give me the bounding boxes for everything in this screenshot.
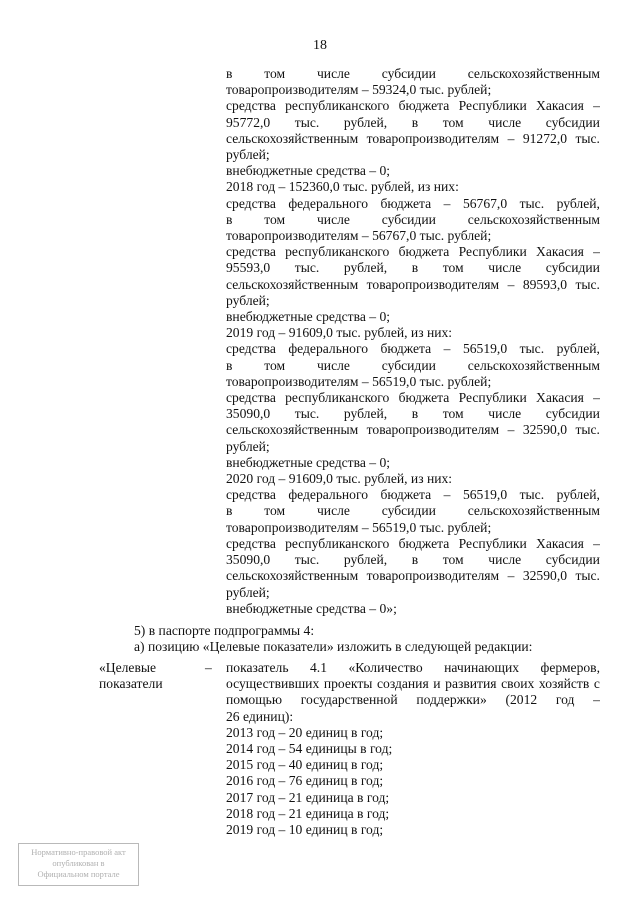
text-line: рублей; — [226, 147, 270, 163]
word: числе — [316, 357, 350, 373]
word: тыс. — [575, 130, 600, 146]
word: бюджета — [380, 487, 432, 503]
word: 95593,0 — [226, 260, 271, 276]
item-5a-text: а) позицию «Целевые показатели» изложить в следующей редакции: — [134, 639, 533, 654]
word: сельскохозяйственным — [226, 568, 359, 584]
text-line — [226, 692, 600, 708]
word: товаропроизводителям — [366, 568, 500, 584]
word: числе — [488, 552, 522, 568]
word: субсидии — [381, 66, 436, 81]
word: федерального — [288, 341, 368, 357]
word: тыс. — [294, 260, 320, 276]
text-line — [226, 341, 600, 357]
word: – — [507, 422, 515, 438]
word: тыс. — [575, 276, 600, 292]
word: республиканского — [285, 535, 390, 551]
word: в — [226, 211, 233, 227]
word: тыс. — [519, 195, 545, 211]
word: (2012 — [505, 692, 538, 708]
word: – — [507, 276, 515, 292]
word: 89593,0 — [522, 276, 568, 292]
word: показатель — [226, 660, 289, 675]
text-line: внебюджетные средства – 0»; — [226, 600, 397, 616]
word: поддержки» — [416, 692, 487, 708]
text-line — [226, 98, 600, 114]
word: бюджета — [380, 195, 432, 211]
year-line: 2014 год – 54 единицы в год; — [226, 741, 393, 757]
word: числе — [488, 260, 522, 276]
word: Республики — [458, 244, 527, 260]
word: Республики — [458, 535, 527, 551]
word: сельскохозяйственным — [226, 130, 359, 146]
word: фермеров, — [540, 660, 600, 675]
word: том — [264, 211, 286, 227]
word: средства — [226, 98, 276, 114]
stamp-line: Официальном портале — [37, 869, 120, 879]
word: рублей, — [343, 114, 388, 130]
word: средства — [226, 487, 276, 503]
word: рублей, — [343, 260, 388, 276]
year-line: 2018 год – 21 единица в год; — [226, 805, 390, 821]
word: том — [264, 503, 286, 519]
year-line: 2019 год – 10 единиц в год; — [226, 822, 384, 838]
word: том — [442, 406, 464, 422]
word: средства — [226, 195, 276, 211]
word: субсидии — [545, 114, 600, 130]
word: том — [442, 114, 464, 130]
word: товаропроизводителям — [366, 130, 500, 146]
text-line: рублей; — [226, 584, 270, 600]
word: – — [507, 568, 515, 584]
word: 4.1 — [310, 660, 327, 675]
word: федерального — [288, 487, 368, 503]
label-line: показатели — [99, 676, 163, 692]
text-line — [226, 536, 600, 552]
word: 56767,0 — [462, 195, 508, 211]
word: средства — [226, 341, 276, 357]
word: помощью — [226, 692, 283, 708]
word: том — [264, 357, 286, 373]
word: 91272,0 — [522, 130, 568, 146]
text-line — [226, 196, 600, 212]
word: бюджета — [398, 244, 450, 260]
word: тыс. — [294, 114, 320, 130]
word: рублей, — [343, 552, 388, 568]
word: сельскохозяйственным — [226, 276, 359, 292]
label-line: «Целевые — [99, 660, 157, 675]
word: сельскохозяйственным — [467, 211, 600, 227]
word: числе — [488, 406, 522, 422]
word: и — [433, 676, 441, 692]
word: том — [264, 66, 286, 81]
year-heading: 2019 год – 91609,0 тыс. рублей, из них: — [226, 325, 453, 341]
text-line — [226, 503, 600, 519]
word: том — [442, 260, 464, 276]
word: 95772,0 — [226, 114, 271, 130]
word: сельскохозяйственным — [467, 357, 600, 373]
word: средства — [226, 244, 276, 260]
word: рублей, — [556, 487, 600, 503]
word: рублей, — [343, 406, 388, 422]
word: развития — [445, 676, 497, 692]
word: в — [411, 552, 419, 568]
word: – — [443, 487, 451, 503]
text-line — [226, 406, 600, 422]
word: – — [593, 390, 600, 406]
text-line — [226, 676, 600, 692]
text-line — [226, 390, 600, 406]
word: федерального — [288, 195, 368, 211]
word: Хакасия — [536, 390, 584, 406]
word: – — [443, 195, 451, 211]
word: субсидии — [545, 260, 600, 276]
word: в — [226, 357, 233, 373]
text-line — [226, 552, 600, 568]
word: тыс. — [519, 487, 545, 503]
word: – — [443, 341, 451, 357]
text-line — [226, 212, 600, 228]
text-line — [226, 115, 600, 131]
word: том — [442, 552, 464, 568]
word: тыс. — [294, 552, 320, 568]
word: средства — [226, 535, 276, 551]
word: 32590,0 — [522, 422, 568, 438]
word: рублей, — [556, 341, 600, 357]
text-line: 26 единиц): — [226, 708, 294, 724]
publication-stamp — [18, 843, 139, 886]
word: республиканского — [285, 244, 390, 260]
word: государственной — [300, 692, 398, 708]
word: бюджета — [398, 98, 450, 114]
word: проекты — [323, 676, 373, 692]
text-line: товаропроизводителям – 56519,0 тыс. рублей; — [226, 519, 492, 535]
word: числе — [488, 114, 522, 130]
text-line — [226, 244, 600, 260]
word: товаропроизводителям — [366, 422, 500, 438]
text-line — [226, 66, 600, 82]
text-line: внебюджетные средства – 0; — [226, 309, 391, 325]
word: 32590,0 — [522, 568, 568, 584]
word: с — [593, 676, 600, 692]
word: – — [593, 692, 600, 708]
year-line: 2016 год – 76 единиц в год; — [226, 773, 384, 789]
word: осуществивших — [226, 676, 320, 692]
word: создания — [377, 676, 429, 692]
word: сельскохозяйственным — [467, 503, 600, 519]
word: Хакасия — [536, 98, 584, 114]
word: – — [593, 535, 600, 551]
word: Хакасия — [536, 244, 584, 260]
word: в — [226, 503, 233, 519]
word: субсидии — [545, 406, 600, 422]
word: рублей, — [556, 195, 600, 211]
text-line — [226, 277, 600, 293]
text-line — [226, 131, 600, 147]
word: в — [411, 406, 419, 422]
year-line: 2017 год – 21 единица в год; — [226, 789, 390, 805]
word: бюджета — [398, 390, 450, 406]
word: сельскохозяйственным — [467, 66, 600, 81]
word: бюджета — [398, 535, 450, 551]
word: тыс. — [519, 341, 545, 357]
year-line: 2013 год – 20 единиц в год; — [226, 724, 384, 740]
word: сельскохозяйственным — [226, 422, 359, 438]
word: в — [411, 260, 419, 276]
word: числе — [316, 66, 350, 81]
year-heading: 2020 год – 91609,0 тыс. рублей, из них: — [226, 471, 453, 487]
word: – — [507, 130, 515, 146]
stamp-line: опубликован в — [52, 858, 105, 868]
text-line — [226, 260, 600, 276]
word: числе — [316, 503, 350, 519]
word: средства — [226, 390, 276, 406]
text-line: внебюджетные средства – 0; — [226, 454, 391, 470]
word: в — [226, 66, 233, 81]
word: бюджета — [380, 341, 432, 357]
word: тыс. — [575, 568, 600, 584]
word: тыс. — [294, 406, 320, 422]
word: товаропроизводителям — [366, 276, 500, 292]
word: 56519,0 — [462, 341, 508, 357]
word: 35090,0 — [226, 406, 271, 422]
word: 35090,0 — [226, 552, 271, 568]
year-line: 2015 год – 40 единиц в год; — [226, 757, 384, 773]
word: субсидии — [545, 552, 600, 568]
text-line: товаропроизводителям – 56519,0 тыс. рублей; — [226, 373, 492, 389]
text-line — [226, 660, 600, 676]
word: Республики — [458, 98, 527, 114]
word: тыс. — [575, 422, 600, 438]
target-indicators-body — [226, 660, 600, 838]
word: Республики — [458, 390, 527, 406]
word: год — [555, 692, 575, 708]
word: – — [593, 98, 600, 114]
text-line: товаропроизводителям – 56767,0 тыс. рублей; — [226, 228, 492, 244]
label-dash: – — [205, 660, 212, 675]
word: субсидии — [381, 503, 436, 519]
word: субсидии — [381, 211, 436, 227]
word: 56519,0 — [462, 487, 508, 503]
text-line: внебюджетные средства – 0; — [226, 163, 391, 179]
text-line — [226, 358, 600, 374]
word: Хакасия — [536, 535, 584, 551]
text-line — [226, 568, 600, 584]
word: числе — [316, 211, 350, 227]
text-line: товаропроизводителям – 59324,0 тыс. рублей; — [226, 82, 492, 98]
word: в — [411, 114, 419, 130]
year-heading: 2018 год – 152360,0 тыс. рублей, из них: — [226, 179, 459, 195]
item-5-text: 5) в паспорте подпрограммы 4: — [134, 623, 315, 638]
word: «Количество — [348, 660, 423, 675]
word: начинающих — [444, 660, 520, 675]
word: республиканского — [285, 390, 390, 406]
word: субсидии — [381, 357, 436, 373]
text-line: рублей; — [226, 438, 270, 454]
page-number: 18 — [313, 38, 327, 53]
word: республиканского — [285, 98, 390, 114]
stamp-line: Нормативно-правовой акт — [31, 847, 126, 857]
word: хозяйств — [538, 676, 590, 692]
text-line — [226, 487, 600, 503]
text-line — [226, 422, 600, 438]
funding-text-block — [226, 66, 600, 617]
word: своих — [501, 676, 535, 692]
target-indicators-label — [99, 660, 199, 692]
text-line: рублей; — [226, 292, 270, 308]
word: – — [593, 244, 600, 260]
